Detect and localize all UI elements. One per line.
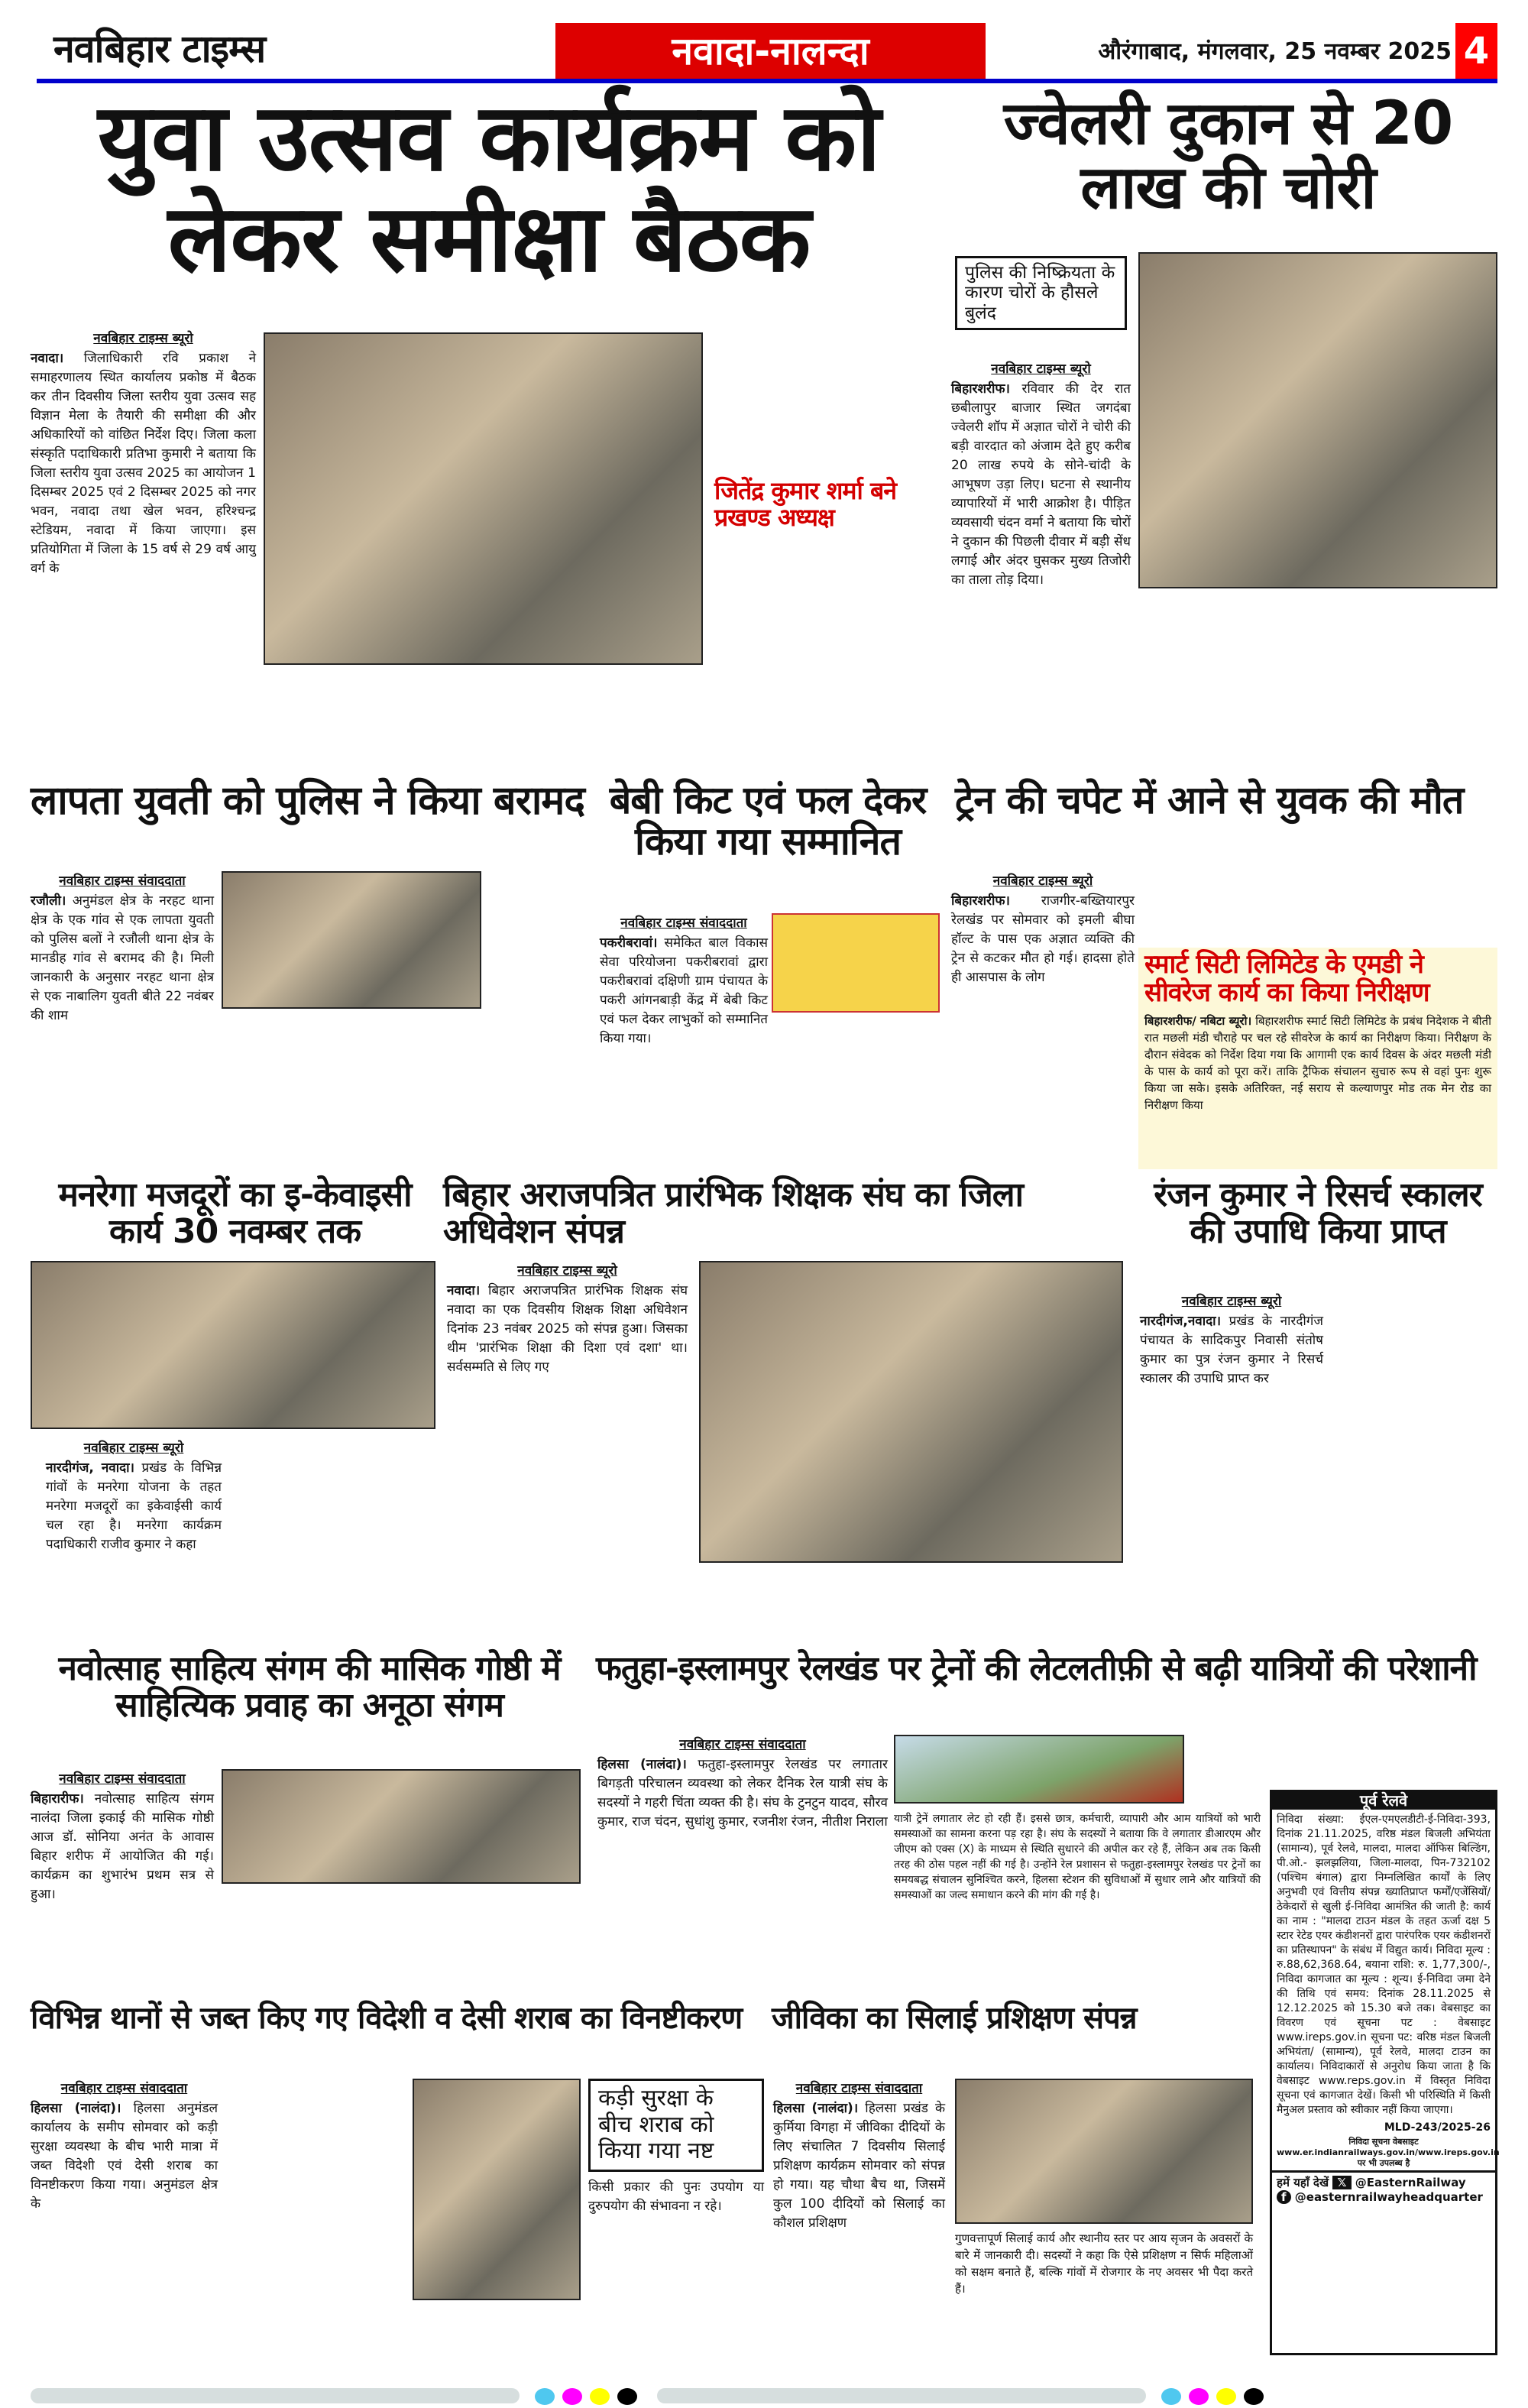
headline-jeevika: जीविका का सिलाई प्रशिक्षण संपन्न	[772, 2001, 1137, 2036]
headline-ranjan: रंजन कुमार ने रिसर्च स्कालर की उपाधि किया प्राप्त	[1154, 1175, 1482, 1251]
article-body: नवोत्साह साहित्य संगम नालंदा जिला इकाई की मासिक गोष्ठी आज डॉ. सोनिया अनंत के आवास बिहार शरीफ में आयोजित की गई। कार्यक्रम का शुभारंभ प्रथम सत्र से हुआ।	[31, 1791, 214, 1902]
x-icon: 𝕏	[1332, 2176, 1351, 2189]
baby-kit-illustration	[772, 913, 940, 1013]
jewelry-shop-photo	[1138, 252, 1497, 588]
train-photo	[894, 1735, 1184, 1804]
article-body: हिलसा अनुमंडल कार्यालय के समीप सोमवार को कड़ी सुरक्षा व्यवस्था के बीच भारी मात्रा में जब्त विदेशी एवं देसी शराब का विनष्टीकरण किया गया। अनुमंडल क्षेत्र के	[31, 2101, 218, 2212]
article-missing	[31, 871, 214, 1026]
manrega-workers-photo	[31, 1261, 435, 1429]
article-body: राजगीर-बख्तियारपुर रेलखंड पर सोमवार को इमली बीघा हॉल्ट के पास एक अज्ञात व्यक्ति की ट्रेन से कटकर मौत हो गई। हादसा होते ही आसपास के लोग	[951, 893, 1135, 985]
byline: नवबिहार टाइम्स संवाददाता	[679, 1737, 806, 1752]
article-body: समेकित बाल विकास सेवा परियोजना पकरीबरावां द्वारा पकरीबरावां दक्षिणी ग्राम पंचायत के पकरी आंगनबाड़ी केंद्र में बेबी किट एवं फल देकर लाभुकों को सम्मानित किया गया।	[600, 935, 768, 1046]
byline: नवबिहार टाइम्स संवाददाता	[60, 2081, 188, 2096]
dateline: बिहारशरीफ।	[951, 381, 1010, 397]
jeevika-training-photo	[955, 2079, 1253, 2224]
byline: नवबिहार टाइम्स ब्यूरो	[83, 1441, 184, 1456]
ad-code: MLD-243/2025-26	[1384, 2121, 1491, 2134]
byline: नवबिहार टाइम्स ब्यूरो	[517, 1263, 617, 1279]
article-jeevika	[773, 2079, 945, 2233]
byline: नवबिहार टाइम्स संवाददाता	[795, 2081, 923, 2096]
dateline: हिलसा (नालंदा)।	[597, 1757, 687, 1772]
byline: नवबिहार टाइम्स ब्यूरो	[991, 361, 1091, 377]
headline-train-death: ट्रेन की चपेट में आने से युवक की मौत	[955, 778, 1464, 822]
headline-smartcity: स्मार्ट सिटी लिमिटेड के एमडी ने सीवरेज कार्य का किया निरीक्षण	[1144, 949, 1429, 1008]
jewelry-pullquote: पुलिस की निष्क्रियता के कारण चोरों के हौसले बुलंद	[955, 256, 1127, 330]
youth-meeting-photo	[264, 332, 703, 665]
article-body: बिहारशरीफ स्मार्ट सिटी लिमिटेड के प्रबंध निदेशक ने बीती रात मछली मंडी चौराहे पर चल रहे सीवरेज के कार्य का निरीक्षण किया। निरीक्षण के दौरान संवेदक को निर्देश दिया गया कि आगामी एक कार्य दिवस के अंदर मछली मंडी के पास के कार्य को पूरा करें। ताकि ट्रैफिक संचालन सुचारु रूप से वहां पुनः शुरू किया जा सके। इसके अतिरिक्त, नई सराय से कल्याणपुर मोड तक मेन रोड का निरीक्षण किया	[1144, 1014, 1491, 1113]
byline: नवबिहार टाइम्स संवाददाता	[59, 1771, 186, 1787]
headline-fatuha: फतुहा-इस्लामपुर रेलखंड पर ट्रेनों की लेटलतीफ़ी से बढ़ी यात्रियों की परेशानी	[596, 1649, 1477, 1688]
facebook-icon: f	[1277, 2190, 1291, 2204]
liquor-destruction-photo	[413, 2079, 581, 2300]
ad-title: पूर्व रेलवे	[1272, 1792, 1495, 1810]
article-body: हिलसा प्रखंड के कुर्मिया विगहा में जीविका दीदियों के लिए संचालित 7 दिवसीय सिलाई प्रशिक्षण कार्यक्रम सोमवार को संपन्न हो गया। यह चौथा बैच था, जिसमें कुल 100 दीदियों को सिलाई का कौशल प्रशिक्षण	[773, 2101, 946, 2231]
byline: नवबिहार टाइम्स ब्यूरो	[1181, 1294, 1282, 1309]
headline-youth: युवा उत्सव कार्यक्रम को लेकर समीक्षा बैठक	[98, 83, 880, 293]
masthead: नवबिहार टाइम्स	[53, 27, 266, 71]
article-teachers	[447, 1261, 688, 1377]
article-body: अनुमंडल क्षेत्र के नरहट थाना क्षेत्र के एक गांव से एक लापता युवती को पुलिस बलों ने रजौली थाना क्षेत्र के मानडीह गांव से बरामद की है। मिली जानकारी के अनुसार नरहट थाना क्षेत्र से एक नाबालिग युवती बीते 22 नवंबर की शाम	[31, 893, 214, 1023]
article-body: बिहार अराजपत्रित प्रारंभिक शिक्षक संघ नवादा का एक दिवसीय शिक्षक शिक्षा अधिवेशन दिनांक 23 नवंबर 2025 को संपन्न हुआ। जिसका थीम 'प्रारंभिक शिक्षा की दिशा एवं दशा' था। सर्वसम्मति से लिए गए	[447, 1283, 688, 1375]
dateline: बिहारशरीफ/ नबिटा ब्यूरो।	[1144, 1014, 1252, 1029]
article-liquor-continued: किसी प्रकार की पुनः उपयोग या दुरुपयोग की संभावना न रहे।	[588, 2180, 764, 2214]
article-fatuha	[597, 1735, 888, 1832]
article-jewelry	[951, 359, 1131, 590]
article-fatuha-continued: यात्री ट्रेनें लगातार लेट हो रही हैं। इससे छात्र, कर्मचारी, व्यापारी और आम यात्रियों को भारी समस्याओं का सामना करना पड़ रहा है। संघ के सदस्यों ने बताया कि वे लगातार डीआरएम और जीएम को एक्स (X) के माध्यम से स्थिति सुधारने की अपील कर रहे हैं, लेकिन अब तक किसी तरह की ठोस पहल नहीं की गई है। उन्होंने रेल प्रशासन से फतुहा-इस्लामपुर रेलखंड पर ट्रेनों का समयबद्ध संचालन सुनिश्चित करने, हिलसा स्टेशन की सुविधाओं में सुधार लाने और यात्रियों की समस्याओं का जल्द समाधान करने की मांग की गई है।	[894, 1813, 1261, 1901]
dateline: बिहारशरीफ।	[951, 893, 1010, 909]
article-body: प्रखंड के विभिन्न गांवों के मनरेगा योजना के तहत मनरेगा मजदूरों का इकेवाईसी कार्य चल रहा है। मनरेगा कार्यक्रम पदाधिकारी राजीव कुमार ने कहा	[46, 1460, 222, 1552]
page-number: 4	[1455, 23, 1497, 80]
ad-footer-note: निविदा सूचना वेबसाइट www.er.indianrailways.gov.in/www.ireps.gov.in पर भी उपलब्ध है	[1277, 2137, 1500, 2168]
ad-see-us: हमें यहाँ देखें	[1277, 2176, 1329, 2189]
article-body: जिलाधिकारी रवि प्रकाश ने समाहरणालय स्थित कार्यालय प्रकोष्ठ में बैठक कर तीन दिवसीय जिला स्तरीय युवा उत्सव सह विज्ञान मेला के तैयारी की समीक्षा की और अधिकारियों को वांछित निर्देश दिए। जिला कला संस्कृति पदाधिकारी प्रतिभा कुमारी ने बताया कि जिला स्तरीय युवा उत्सव 2025 का आयोजन 1 दिसम्बर 2025 एवं 2 दिसम्बर 2025 को नगर भवन, नवादा तथा खेल भवन, हरिश्चन्द्र स्टेडियम, नवादा में किया जाएगा। इस प्रतियोगिता में जिला के 15 वर्ष से 29 वर्ष आयु वर्ग के	[31, 351, 257, 576]
dateline: हिलसा (नालंदा)।	[773, 2101, 859, 2116]
article-sahitya	[31, 1769, 214, 1904]
article-train-death	[951, 871, 1135, 987]
headline-teachers: बिहार अराजपत्रित प्रारंभिक शिक्षक संघ का जिला अधिवेशन संपन्न	[443, 1175, 1024, 1251]
byline: नवबिहार टाइम्स ब्यूरो	[93, 331, 193, 346]
dateline: पकरीबरावां।	[600, 935, 658, 951]
facebook-handle[interactable]: @easternrailwayheadquarter	[1294, 2190, 1483, 2204]
article-body: रविवार की देर रात छबीलापुर बाजार स्थित जगदंबा ज्वेलरी शॉप में अज्ञात चोरों ने चोरी की बड़ी वारदात को अंजाम देते हुए करीब 20 लाख रुपये के सोने-चांदी के आभूषण उड़ा लिए। घटना से स्थानीय व्यापारियों में भारी आक्रोश है। पीड़ित व्यवसायी चंदन वर्मा ने बताया कि चोरों ने दुकान की पिछली दीवार में बड़ी सेंध लगाई और अंदर घुसकर मुख्य तिजोरी का ताला तोड़ दिया।	[951, 381, 1131, 588]
article-manrega	[46, 1438, 222, 1554]
print-registration-bar	[31, 2388, 1497, 2405]
dateline: नवादा।	[447, 1283, 481, 1298]
article-ranjan	[1140, 1292, 1323, 1389]
article-smartcity	[1138, 948, 1497, 1169]
article-body: प्रखंड के नारदीगंज पंचायत के सादिकपुर निवासी संतोष कुमार का पुत्र रंजन कुमार ने रिसर्च स्कालर की उपाधि प्राप्त कर	[1140, 1314, 1323, 1386]
article-liquor	[31, 2079, 218, 2214]
liquor-pullquote: कड़ी सुरक्षा के बीच शराब को किया गया नष्ट	[588, 2079, 764, 2172]
eastern-railway-tender-ad	[1270, 1790, 1500, 2355]
edition-label: नवादा-नालन्दा	[555, 23, 986, 80]
sahitya-goshthi-photo	[222, 1769, 581, 1884]
dateline: हिलसा (नालंदा)।	[31, 2101, 121, 2116]
article-babykit	[600, 913, 768, 1048]
headline-jewelry: ज्वेलरी दुकान से 20 लाख की चोरी	[1003, 89, 1453, 223]
byline: नवबिहार टाइम्स ब्यूरो	[992, 873, 1093, 889]
dateline: नारदीगंज,नवादा।	[1140, 1314, 1222, 1329]
byline: नवबिहार टाइम्स संवाददाता	[620, 916, 747, 931]
headline-liquor: विभिन्न थानों से जब्त किए गए विदेशी व देसी शराब का विनष्टीकरण	[31, 2001, 743, 2036]
teachers-convention-photo	[699, 1261, 1123, 1563]
headline-sahitya: नवोत्साह साहित्य संगम की मासिक गोष्ठी में साहित्यिक प्रवाह का अनूठा संगम	[58, 1649, 561, 1725]
article-youth	[31, 329, 256, 579]
article-jeevika-continued: गुणवत्तापूर्ण सिलाई कार्य और स्थानीय स्तर पर आय सृजन के अवसरों के बारे में जानकारी दी। सदस्यों ने कहा कि ऐसे प्रशिक्षण न सिर्फ महिलाओं को सक्षम बनाते हैं, बल्कि गांवों में रोजगार के नए अवसर भी पैदा करते हैं।	[955, 2231, 1253, 2296]
headline-babykit: बेबी किट एवं फल देकर किया गया सम्मानित	[609, 778, 927, 864]
dateline: नवादा।	[31, 351, 64, 366]
article-body: फतुहा-इस्लामपुर रेलखंड पर लगातार बिगड़ती परिचालन व्यवस्था को लेकर दैनिक रेल यात्री संघ के सदस्यों ने गहरी चिंता व्यक्त की है। संघ के टुनटुन यादव, सौरव कुमार, राज चंदन, सुधांशु कुमार, रजनीश रंजन, नीतीश निराला	[597, 1757, 888, 1829]
dateline: नारदीगंज, नवादा।	[46, 1460, 134, 1476]
headline-missing: लापता युवती को पुलिस ने किया बरामद	[31, 778, 585, 824]
headline-jitendra: जितेंद्र कुमार शर्मा बने प्रखण्ड अध्यक्ष	[714, 476, 896, 532]
issue-date: औरंगाबाद, मंगलवार, 25 नवम्बर 2025	[1098, 38, 1452, 65]
dateline: बिहारारीफ।	[31, 1791, 84, 1807]
ad-body: निविदा संख्या: ईएल-एमएलडीटी-ई-निविदा-393, दिनांक 21.11.2025, वरिष्ठ मंडल बिजली अभियंता (सामान्य), पूर्व रेलवे, मालदा, मालदा ऑफिस बिल्डिंग, पी.ओ.- झलझलिया, जिला-मालदा, पिन-732102 (पश्चिम बंगाल) द्वारा निम्नलिखित कार्यों के लिए अनुभवी एवं वित्तीय संपन्न ख्यातिप्राप्त फर्मों/एजेंसियों/ठेकेदारों से खुली ई-निविदा आमंत्रित की जाती है: कार्य का नाम : "मालदा टाउन मंडल के तहत ऊर्जा दक्ष 5 स्टार रेटेड एयर कंडीशनरों द्वारा पारंपरिक एयर कंडीशनरों का प्रतिस्थापन" के संबंध में विद्युत कार्य। निविदा मूल्य : रु.88,62,368.64, बयाना राशि: रु. 1,77,300/-, निविदा कागजात का मूल्य : शून्य। ई-निविदा जमा देने की तिथि एवं समय: दिनांक 28.11.2025 से 12.12.2025 को 15.30 बजे तक। वेबसाइट का विवरण एवं सूचना पट : वेबसाइट www.ireps.gov.in सूचना पट: वरिष्ठ मंडल बिजली अभियंता/ (सामान्य), पूर्व रेलवे, मालदा टाउन का कार्यालय। निविदाकारों से अनुरोध किया जाता है कि वेबसाइट www.reps.gov.in में विस्तृत निविदा सूचना एवं कागजात देखें। किसी भी परिस्थिति में किसी मैनुअल प्रस्ताव को स्वीकार नहीं किया जाएगा।	[1277, 1813, 1491, 2116]
x-handle[interactable]: @EasternRailway	[1355, 2176, 1466, 2189]
byline: नवबिहार टाइम्स संवाददाता	[59, 873, 186, 889]
dateline: रजौली।	[31, 893, 66, 909]
police-vehicle-photo	[222, 871, 481, 1009]
headline-manrega: मनरेगा मजदूरों का इ-केवाइसी कार्य 30 नवम्बर तक	[58, 1175, 412, 1251]
